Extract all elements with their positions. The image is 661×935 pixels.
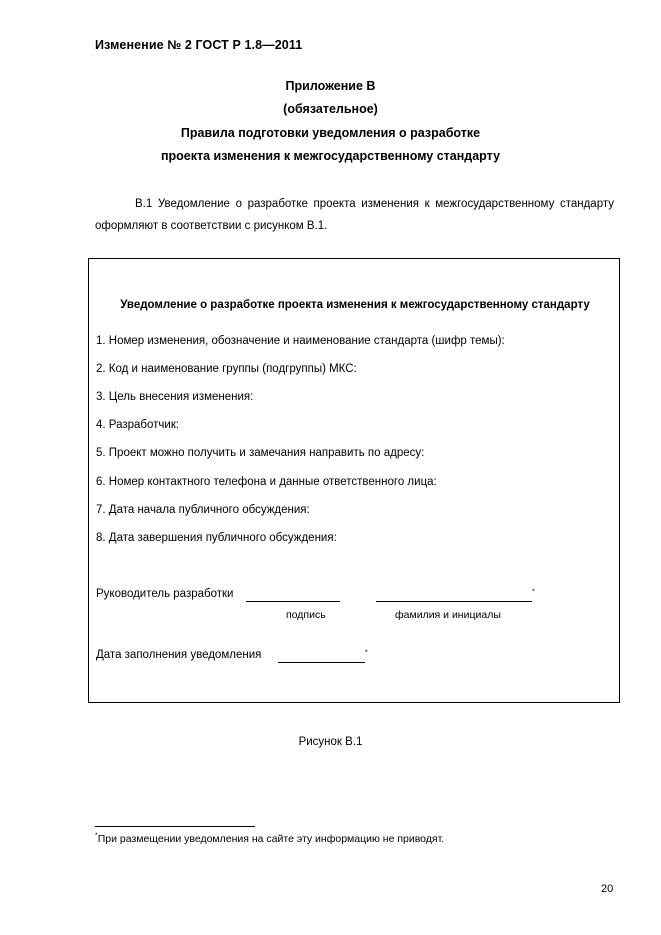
notification-form — [88, 258, 620, 703]
date-line — [278, 662, 365, 663]
footnote — [95, 833, 444, 845]
footnote-text: При размещении уведомления на сайте эту информацию не приводят. — [97, 833, 445, 845]
form-field-2: 2. Код и наименование группы (подгруппы) МКС: — [96, 363, 357, 375]
head-label: Руководитель разработки — [96, 588, 234, 600]
signature-caption: подпись — [286, 609, 326, 621]
form-field-7: 7. Дата начала публичного обсуждения: — [96, 504, 310, 516]
date-label: Дата заполнения уведомления — [96, 649, 262, 661]
figure-caption: Рисунок В.1 — [298, 736, 363, 748]
form-field-3: 3. Цель внесения изменения: — [96, 391, 254, 403]
appendix-status: (обязательное) — [283, 102, 378, 116]
document-header: Изменение № 2 ГОСТ Р 1.8—2011 — [95, 38, 303, 52]
footnote-mark: * — [95, 832, 98, 840]
name-caption: фамилия и инициалы — [395, 609, 501, 621]
footnote-rule — [95, 826, 255, 827]
form-field-4: 4. Разработчик: — [96, 419, 180, 431]
appendix-label: Приложение В — [285, 79, 376, 93]
page-number: 20 — [601, 883, 614, 895]
appendix-title-line1: Правила подготовки уведомления о разработке — [180, 126, 481, 140]
name-line — [376, 601, 532, 602]
form-title: Уведомление о разработке проекта изменения к межгосударственному стандарту — [120, 299, 590, 311]
date-footnote-mark: * — [365, 649, 368, 657]
form-field-1: 1. Номер изменения, обозначение и наименование стандарта (шифр темы): — [96, 335, 505, 347]
intro-paragraph: В.1 Уведомление о разработке проекта изменения к межгосударственному стандарту оформляют в соответствии с рисунком В.1. — [95, 198, 614, 232]
head-footnote-mark: * — [532, 588, 535, 596]
appendix-title-line2: проекта изменения к межгосударственному стандарту — [160, 149, 501, 163]
signature-line — [246, 601, 340, 602]
form-field-8: 8. Дата завершения публичного обсуждения: — [96, 532, 337, 544]
form-field-5: 5. Проект можно получить и замечания направить по адресу: — [96, 447, 425, 459]
form-field-6: 6. Номер контактного телефона и данные ответственного лица: — [96, 476, 437, 488]
